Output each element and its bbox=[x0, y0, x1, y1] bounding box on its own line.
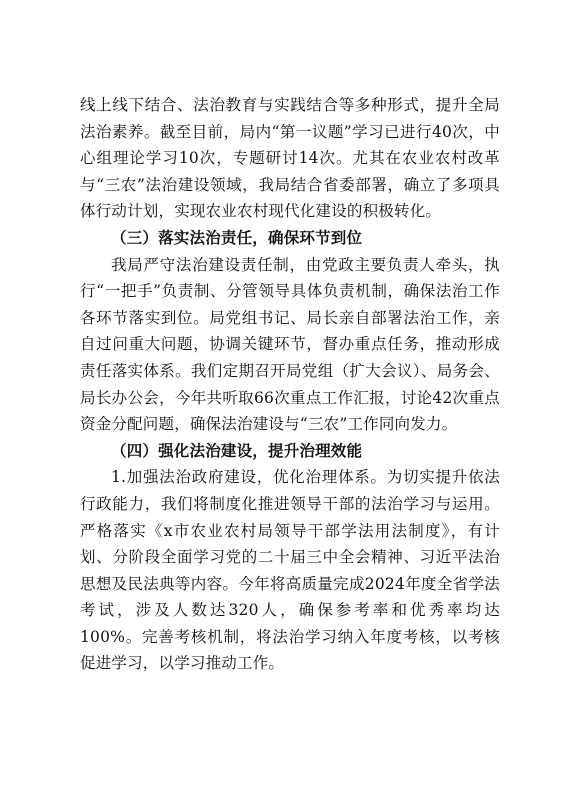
document-page bbox=[80, 92, 500, 677]
section-heading-3: （三）落实法治责任，确保环节到位 bbox=[111, 227, 363, 247]
paragraph-government-building: 1.加强法治政府建设，优化治理体系。为切实提升依法行政能力，我们将制度化推进领导干部的法治学习与运用。严格落实《x市农业农村局领导干部学法用法制度》，有计划、分阶段全面学习党的二十届三中全会精神、习近平法治思想及民法典等内容。今年将高质量完成2024年度全省学法考试，涉及人数达320人，确保参考率和优秀率均达100%。完善考核机制，将法治学习纳入年度考核，以考核促进学习，以学习推动工作。 bbox=[80, 468, 500, 673]
paragraph-education-forms: 线上线下结合、法治教育与实践结合等多种形式，提升全局法治素养。截至目前，局内“第一议题”学习已进行40次，中心组理论学习10次，专题研讨14次。尤其在农业农村改革与“三农”法治建设领域，我局结合省委部署，确立了多项具体行动计划，实现农业农村现代化建设的积极转化。 bbox=[80, 96, 500, 221]
section-heading-4: （四）强化法治建设，提升治理效能 bbox=[111, 440, 363, 460]
paragraph-responsibility: 我局严守法治建设责任制，由党政主要负责人牵头，执行“一把手”负责制、分管领导具体负责机制，确保法治工作各环节落实到位。局党组书记、局长亲自部署法治工作，亲自过问重大问题，协调关键环节，督办重点任务，推动形成责任落实体系。我们定期召开局党组（扩大会议）、局务会、局长办公会，今年共听取66次重点工作汇报，讨论42次重点资金分配问题，确保法治建设与“三农”工作同向发力。 bbox=[80, 255, 500, 434]
